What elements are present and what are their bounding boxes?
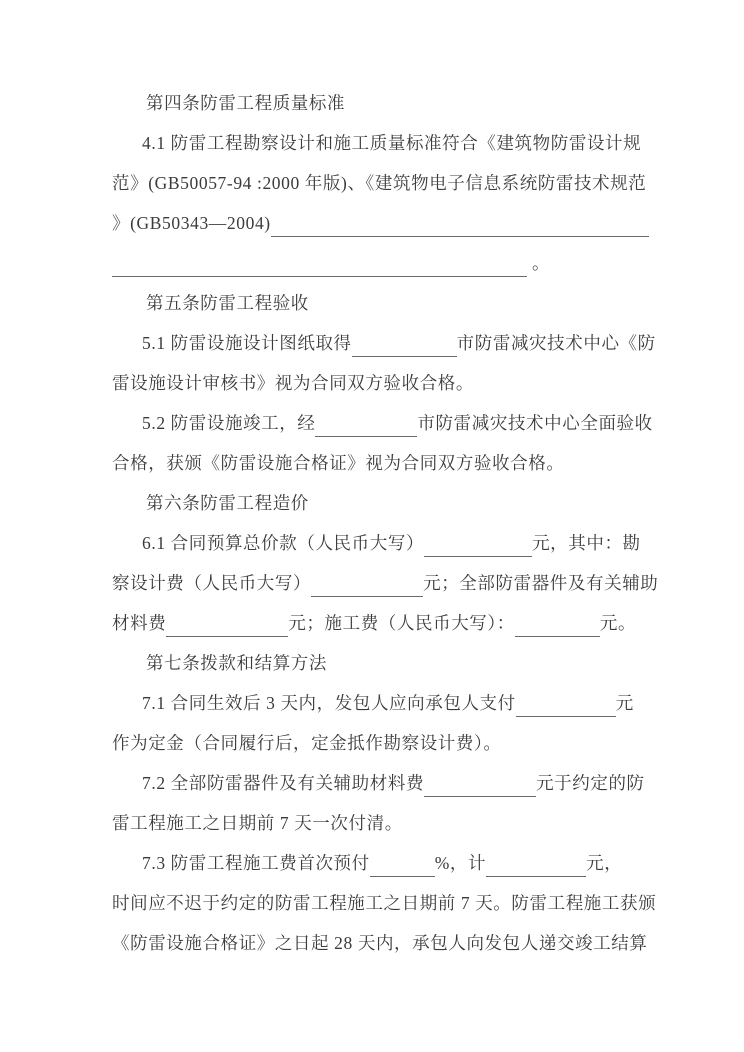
text-run: 元。 <box>599 613 637 633</box>
text-run: 5.1 防雷设施设计图纸取得 <box>142 333 352 353</box>
text-run: 6.1 合同预算总价款（人民币大写） <box>142 533 425 553</box>
text-run: 7.1 合同生效后 3 天内，发包人应向承包人支付 <box>142 693 516 713</box>
document-line <box>112 523 640 563</box>
document-line <box>112 443 640 483</box>
text-run: 合格，获颁《防雷设施合格证》视为合同双方验收合格。 <box>112 453 565 473</box>
document-line <box>112 763 645 803</box>
fill-in-blank <box>311 578 423 597</box>
text-run: 《防雷设施合格证》之日起 28 天内，承包人向发包人递交竣工结算 <box>112 933 648 953</box>
document-line <box>112 643 640 683</box>
fill-in-blank <box>424 778 536 797</box>
document-line <box>112 923 648 963</box>
document-line <box>112 163 647 203</box>
document-line <box>112 683 640 723</box>
text-run: 第五条防雷工程验收 <box>146 293 309 313</box>
document-line <box>112 803 640 843</box>
text-run: 5.2 防雷设施竣工，经 <box>142 413 316 433</box>
document-line <box>112 843 640 883</box>
text-run: 7.2 全部防雷器件及有关辅助材料费 <box>142 773 425 793</box>
document-line <box>112 363 640 403</box>
text-run: 》(GB50343—2004) <box>112 213 271 233</box>
text-run: 第六条防雷工程造价 <box>146 493 309 513</box>
text-run: 4.1 防雷工程勘察设计和施工质量标准符合《建筑物防雷设计规 <box>142 133 642 153</box>
text-run: 第七条拨款和结算方法 <box>146 653 327 673</box>
fill-in-blank <box>166 618 288 637</box>
text-run: 元， <box>586 853 623 873</box>
document-line <box>112 603 640 643</box>
text-run: 元 <box>615 693 634 713</box>
text-run: 察设计费（人民币大写） <box>112 573 312 593</box>
fill-in-blank <box>515 618 600 637</box>
fill-in-blank <box>315 418 417 437</box>
text-run: 雷工程施工之日期前 7 天一次付清。 <box>112 813 403 833</box>
fill-in-blank <box>112 258 527 277</box>
document-line <box>112 403 653 443</box>
text-run: 元于约定的防 <box>536 773 645 793</box>
text-run: 雷设施设计审核书》视为合同双方验收合格。 <box>112 373 474 393</box>
document-line <box>112 563 659 603</box>
fill-in-blank <box>271 218 649 237</box>
text-run: 元，其中：勘 <box>532 533 641 553</box>
document-line <box>112 243 640 283</box>
text-run: 第四条防雷工程质量标准 <box>146 93 346 113</box>
text-run: 。 <box>527 253 551 273</box>
text-run: 市防雷减灾技术中心全面验收 <box>417 413 653 433</box>
document-line <box>112 723 640 763</box>
fill-in-blank <box>424 538 532 557</box>
document-line <box>112 323 656 363</box>
fill-in-blank <box>352 338 457 357</box>
document-line <box>112 83 640 123</box>
fill-in-blank <box>486 858 586 877</box>
fill-in-blank <box>370 858 435 877</box>
document-line <box>112 483 640 523</box>
text-run: %，计 <box>434 853 487 873</box>
text-run: 时间应不迟于约定的防雷工程施工之日期前 7 天。防雷工程施工获颁 <box>112 893 657 913</box>
document-line <box>112 203 640 243</box>
text-run: 材料费 <box>112 613 167 633</box>
document-line <box>112 883 657 923</box>
document-line <box>112 283 640 323</box>
text-run: 7.3 防雷工程施工费首次预付 <box>142 853 370 873</box>
text-run: 元；施工费（人民币大写）： <box>288 613 515 633</box>
document-line <box>112 123 640 163</box>
document-body <box>112 83 659 963</box>
text-run: 市防雷减灾技术中心《防 <box>456 333 656 353</box>
text-run: 范》(GB50057-94 :2000 年版)、《建筑物电子信息系统防雷技术规范 <box>112 173 647 193</box>
text-run: 元；全部防雷器件及有关辅助 <box>423 573 659 593</box>
fill-in-blank <box>516 698 616 717</box>
text-run: 作为定金（合同履行后，定金抵作勘察设计费）。 <box>112 733 502 753</box>
